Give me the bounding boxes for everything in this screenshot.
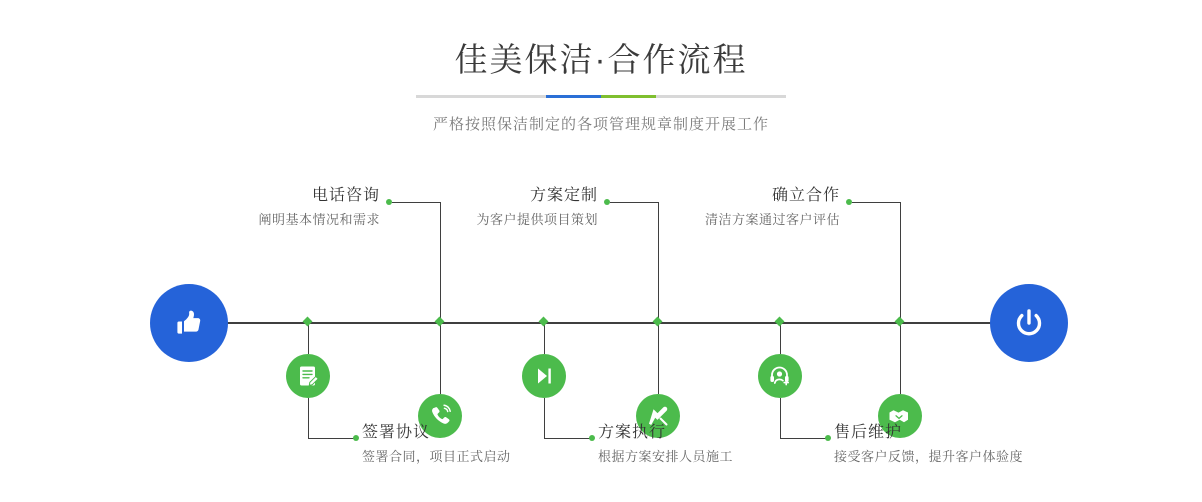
timeline xyxy=(0,160,1202,502)
connector-step-2-horizontal xyxy=(308,438,356,439)
connector-step-6-vertical-upper xyxy=(780,324,781,354)
divider-segment-grey-right xyxy=(656,95,786,98)
step-title-3: 方案定制 xyxy=(529,187,598,204)
axis-marker-4 xyxy=(539,317,549,327)
connector-step-5-vertical-lower xyxy=(900,358,901,394)
title-divider xyxy=(416,95,786,98)
step-desc-2: 签署合同，项目正式启动 xyxy=(362,449,511,464)
step-desc-3: 为客户提供项目策划 xyxy=(476,212,598,227)
axis-marker-6 xyxy=(775,317,785,327)
axis-marker-3 xyxy=(653,317,663,327)
document-pen-icon xyxy=(295,363,321,389)
connector-step-3-vertical-lower xyxy=(658,358,659,394)
step-desc-1: 阐明基本情况和需求 xyxy=(258,212,380,227)
headset-support-icon xyxy=(767,363,793,389)
step-title-5: 确立合作 xyxy=(771,187,840,204)
timeline-end-node xyxy=(990,284,1068,362)
page-subtitle: 严格按照保洁制定的各项管理规章制度开展工作 xyxy=(432,116,769,133)
axis-marker-2 xyxy=(303,317,313,327)
power-icon xyxy=(1009,303,1049,343)
connector-step-1-vertical-lower xyxy=(440,358,441,394)
step-icon-4 xyxy=(522,354,566,398)
step-desc-6: 接受客户反馈，提升客户体验度 xyxy=(834,449,1024,464)
step-title-2: 签署协议 xyxy=(362,424,431,441)
connector-step-5-vertical xyxy=(900,202,901,358)
connector-step-6-horizontal xyxy=(780,438,828,439)
label-marker-2 xyxy=(353,435,359,441)
connector-step-6-vertical xyxy=(780,398,781,438)
timeline-start-node xyxy=(150,284,228,362)
connector-step-4-vertical xyxy=(544,398,545,438)
divider-segment-green xyxy=(601,95,656,98)
step-title-4: 方案执行 xyxy=(598,424,667,441)
divider-segment-blue xyxy=(546,95,601,98)
axis-marker-5 xyxy=(895,317,905,327)
step-title-6: 售后维护 xyxy=(834,424,903,441)
divider-segment-grey-left xyxy=(416,95,546,98)
label-marker-4 xyxy=(589,435,595,441)
label-marker-6 xyxy=(825,435,831,441)
step-label-5 xyxy=(582,185,840,230)
connector-step-5-horizontal xyxy=(852,202,900,203)
step-label-6 xyxy=(834,422,1164,467)
connector-step-2-vertical-upper xyxy=(308,324,309,354)
connector-step-2-vertical xyxy=(308,398,309,438)
label-marker-5 xyxy=(846,199,852,205)
step-label-3 xyxy=(340,185,598,230)
header xyxy=(0,0,1202,134)
step-desc-4: 根据方案安排人员施工 xyxy=(598,449,734,464)
play-forward-icon xyxy=(531,363,557,389)
axis-marker-1 xyxy=(435,317,445,327)
thumbs-up-icon xyxy=(169,303,209,343)
step-title-1: 电话咨询 xyxy=(311,187,380,204)
page-title: 佳美保洁·合作流程 xyxy=(454,41,748,78)
connector-step-4-vertical-upper xyxy=(544,324,545,354)
step-icon-2 xyxy=(286,354,330,398)
connector-step-4-horizontal xyxy=(544,438,592,439)
step-icon-6 xyxy=(758,354,802,398)
step-desc-5: 清洁方案通过客户评估 xyxy=(704,212,840,227)
